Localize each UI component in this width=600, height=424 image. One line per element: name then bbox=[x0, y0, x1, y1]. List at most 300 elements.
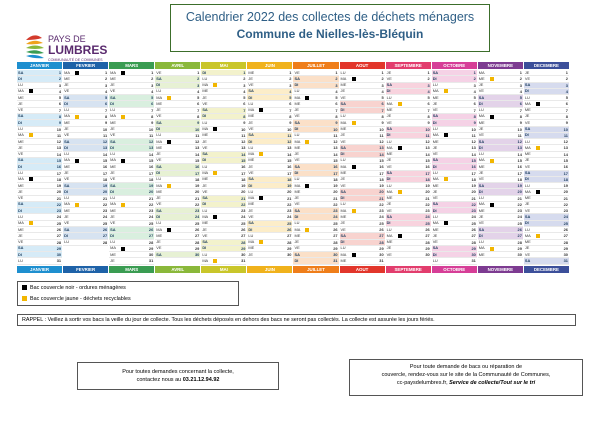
day-number: 2 bbox=[197, 76, 200, 82]
weekday-label: VE bbox=[294, 69, 300, 75]
weekday-label: MA bbox=[432, 132, 439, 138]
weekday-label: LU bbox=[202, 251, 208, 257]
day-number: 16 bbox=[102, 164, 108, 170]
day-number: 25 bbox=[471, 220, 476, 226]
weekday-label: ME bbox=[432, 182, 439, 188]
day-number: 9 bbox=[519, 120, 522, 126]
weekday-label: JE bbox=[110, 213, 115, 219]
day-number: 30 bbox=[287, 252, 292, 258]
day-number: 13 bbox=[471, 145, 476, 151]
day-number: 6 bbox=[565, 101, 568, 107]
day-number: 26 bbox=[471, 227, 476, 233]
weekday-label: LU bbox=[340, 157, 346, 163]
weekday-label: SA bbox=[64, 138, 70, 144]
weekday-label: ME bbox=[432, 226, 439, 232]
month-column-mars bbox=[109, 70, 154, 265]
day-number: 10 bbox=[517, 126, 522, 132]
weekday-label: JE bbox=[340, 220, 346, 226]
weekday-label: VE bbox=[64, 176, 70, 182]
yellow-bin-square-icon bbox=[75, 203, 79, 207]
day-number: 18 bbox=[241, 176, 246, 182]
weekday-label: VE bbox=[340, 182, 346, 188]
empty-day-cell bbox=[63, 258, 108, 264]
weekday-label: DI bbox=[432, 207, 437, 213]
day-number: 15 bbox=[56, 157, 62, 163]
weekday-label: SA bbox=[340, 144, 346, 150]
day-number: 2 bbox=[381, 76, 384, 82]
month-column-juin bbox=[247, 70, 292, 265]
day-number: 1 bbox=[381, 70, 384, 75]
title-box bbox=[170, 4, 490, 52]
weekday-label: MA bbox=[294, 182, 301, 188]
weekday-label: JE bbox=[432, 232, 438, 238]
day-number: 1 bbox=[289, 70, 292, 75]
day-number: 14 bbox=[194, 151, 200, 157]
weekday-label: VE bbox=[432, 195, 438, 201]
weekday-label: VE bbox=[64, 220, 70, 226]
weekday-label: LU bbox=[386, 226, 392, 232]
day-number: 15 bbox=[102, 157, 108, 163]
day-number: 6 bbox=[519, 101, 522, 107]
weekday-label: VE bbox=[524, 251, 531, 257]
day-number: 15 bbox=[287, 157, 292, 163]
day-number: 27 bbox=[102, 233, 108, 239]
day-number: 23 bbox=[425, 208, 430, 214]
weekday-label: JE bbox=[202, 226, 207, 232]
day-number: 23 bbox=[333, 208, 338, 214]
weekday-label: MA bbox=[524, 144, 531, 150]
day-number: 11 bbox=[287, 132, 292, 138]
day-number: 3 bbox=[243, 82, 246, 88]
day-number: 15 bbox=[425, 157, 430, 163]
day-number: 18 bbox=[194, 176, 200, 182]
day-number: 12 bbox=[194, 139, 200, 145]
day-number: 12 bbox=[148, 139, 154, 145]
weekday-label: MA bbox=[386, 144, 393, 150]
black-bin-square-icon bbox=[352, 77, 356, 81]
weekday-label: SA bbox=[156, 163, 162, 169]
day-number: 14 bbox=[563, 151, 568, 157]
day-number: 5 bbox=[151, 95, 154, 101]
day-number: 11 bbox=[517, 132, 522, 138]
day-number: 26 bbox=[333, 227, 338, 233]
day-number: 2 bbox=[427, 76, 430, 82]
day-number: 12 bbox=[563, 139, 568, 145]
day-number: 23 bbox=[563, 208, 568, 214]
day-number: 9 bbox=[565, 120, 568, 126]
weekday-label: DI bbox=[386, 88, 391, 94]
weekday-label: LU bbox=[18, 257, 23, 263]
day-number: 20 bbox=[102, 189, 108, 195]
day-number: 3 bbox=[473, 82, 476, 88]
day-number: 30 bbox=[194, 252, 200, 258]
weekday-label: MA bbox=[340, 251, 347, 257]
weekday-label: SA bbox=[202, 195, 208, 201]
day-number: 4 bbox=[151, 88, 154, 94]
day-number: 21 bbox=[102, 195, 108, 201]
day-number: 22 bbox=[333, 201, 338, 207]
black-bin-square-icon bbox=[398, 234, 402, 238]
empty-day-cell bbox=[155, 258, 200, 264]
month-column-fevrier bbox=[63, 70, 108, 265]
day-number: 30 bbox=[379, 252, 384, 258]
weekday-label: VE bbox=[386, 75, 392, 81]
black-bin-square-icon bbox=[305, 96, 309, 100]
weekday-label: VE bbox=[478, 88, 484, 94]
weekday-label: ME bbox=[156, 232, 163, 238]
day-number: 28 bbox=[471, 239, 476, 245]
weekday-label: SA bbox=[340, 188, 346, 194]
weekday-label: ME bbox=[386, 239, 393, 245]
month-footer-mars: MARS bbox=[109, 266, 154, 273]
day-number: 21 bbox=[425, 195, 430, 201]
day-number: 22 bbox=[379, 201, 384, 207]
black-bin-square-icon bbox=[259, 196, 263, 200]
day-number: 24 bbox=[333, 214, 338, 220]
yellow-bin-square-icon bbox=[536, 146, 540, 150]
weekday-label: VE bbox=[202, 232, 208, 238]
weekday-label: DI bbox=[202, 113, 207, 119]
weekday-label: MA bbox=[202, 82, 209, 88]
weekday-label: LU bbox=[202, 75, 208, 81]
website-section-link[interactable]: Service de collecte/Tout sur le tri bbox=[449, 380, 536, 386]
weekday-label: DI bbox=[202, 69, 207, 75]
day-number: 2 bbox=[58, 76, 62, 82]
day-number: 26 bbox=[102, 227, 108, 233]
day-number: 21 bbox=[56, 195, 62, 201]
weekday-label: DI bbox=[340, 195, 345, 201]
weekday-label: MA bbox=[110, 157, 116, 163]
weekday-label: JE bbox=[110, 257, 115, 263]
weekday-label: ME bbox=[64, 207, 70, 213]
day-number: 13 bbox=[56, 145, 62, 151]
weekday-label: DI bbox=[110, 232, 115, 238]
day-number: 10 bbox=[425, 126, 430, 132]
yellow-bin-square-icon bbox=[121, 115, 125, 119]
month-column-mai bbox=[201, 70, 246, 265]
weekday-label: ME bbox=[340, 213, 347, 219]
weekday-label: SA bbox=[110, 226, 116, 232]
day-cell bbox=[293, 258, 338, 264]
weekday-label: JE bbox=[248, 251, 253, 257]
weekday-label: SA bbox=[478, 226, 485, 232]
weekday-label: JE bbox=[248, 163, 253, 169]
weekday-label: VE bbox=[156, 69, 162, 75]
weekday-label: VE bbox=[110, 132, 116, 138]
weekday-label: LU bbox=[18, 82, 23, 88]
weekday-label: DI bbox=[110, 188, 115, 194]
weekday-label: MA bbox=[524, 100, 531, 106]
day-number: 12 bbox=[471, 139, 476, 145]
weekday-label: LU bbox=[386, 182, 392, 188]
weekday-label: MA bbox=[432, 220, 439, 226]
day-number: 25 bbox=[56, 220, 62, 226]
day-number: 12 bbox=[241, 139, 246, 145]
day-number: 21 bbox=[287, 195, 292, 201]
day-number: 18 bbox=[56, 176, 62, 182]
day-number: 24 bbox=[102, 214, 108, 220]
day-number: 31 bbox=[471, 258, 476, 264]
day-number: 5 bbox=[197, 95, 200, 101]
day-number: 7 bbox=[565, 107, 568, 113]
day-number: 8 bbox=[565, 113, 568, 119]
day-number: 29 bbox=[333, 245, 338, 251]
day-number: 17 bbox=[333, 170, 338, 176]
weekday-label: VE bbox=[64, 88, 70, 94]
month-column-juillet bbox=[293, 70, 338, 265]
logo-text-line2: LUMBRES bbox=[48, 43, 108, 57]
day-number: 1 bbox=[427, 70, 430, 75]
day-number: 3 bbox=[565, 82, 568, 88]
weekday-label: MA bbox=[524, 188, 531, 194]
weekday-label: SA bbox=[294, 163, 300, 169]
reminder-note: RAPPEL : Veillez à sortir vos bacs la veille du jour de collecte. Tous les déchets déposés en dehors des bacs ne seront pas collectés. La collecte est assurée les jours fériés. bbox=[17, 314, 576, 326]
day-number: 5 bbox=[104, 95, 108, 101]
yellow-bin-square-icon bbox=[213, 259, 217, 263]
day-number: 4 bbox=[289, 88, 292, 94]
weekday-label: JE bbox=[386, 69, 392, 75]
day-number: 14 bbox=[102, 151, 108, 157]
weekday-label: MA bbox=[248, 195, 255, 201]
day-number: 12 bbox=[287, 139, 292, 145]
weekday-label: VE bbox=[248, 170, 254, 175]
weekday-label: MA bbox=[156, 138, 163, 144]
day-number: 24 bbox=[194, 214, 200, 220]
weekday-label: MA bbox=[248, 107, 255, 113]
weekday-label: LU bbox=[386, 138, 392, 144]
day-number: 9 bbox=[289, 120, 292, 126]
month-footer-novembre: NOVEMBRE bbox=[478, 266, 523, 273]
weekday-label: DI bbox=[340, 107, 345, 113]
day-number: 21 bbox=[471, 195, 476, 201]
weekday-label: MA bbox=[478, 201, 485, 207]
day-number: 16 bbox=[333, 164, 338, 170]
weekday-label: JE bbox=[156, 151, 161, 157]
day-cell bbox=[201, 258, 246, 264]
day-number: 19 bbox=[563, 183, 568, 189]
weekday-label: VE bbox=[18, 239, 24, 245]
weekday-label: SA bbox=[110, 94, 116, 100]
day-number: 26 bbox=[148, 227, 154, 233]
weekday-label: DI bbox=[386, 132, 391, 138]
yellow-bin-square-icon bbox=[259, 152, 263, 156]
weekday-label: LU bbox=[248, 144, 254, 150]
day-number: 19 bbox=[471, 183, 476, 189]
day-number: 30 bbox=[471, 252, 476, 258]
day-number: 6 bbox=[381, 101, 384, 107]
day-number: 17 bbox=[287, 170, 292, 176]
day-number: 30 bbox=[56, 252, 62, 258]
yellow-bin-square-icon bbox=[305, 228, 309, 232]
weekday-label: DI bbox=[156, 126, 161, 132]
empty-day-cell bbox=[386, 258, 431, 264]
black-bin-square-icon bbox=[536, 190, 540, 194]
month-footer-decembre: DECEMBRE bbox=[524, 266, 569, 273]
weekday-label: ME bbox=[248, 201, 255, 207]
day-number: 3 bbox=[427, 82, 430, 88]
day-number: 31 bbox=[563, 258, 568, 264]
day-number: 18 bbox=[471, 176, 476, 182]
day-number: 10 bbox=[102, 126, 108, 132]
day-number: 28 bbox=[241, 239, 246, 245]
weekday-label: ME bbox=[294, 144, 301, 150]
weekday-label: MA bbox=[478, 69, 485, 75]
yellow-bin-square-icon bbox=[22, 296, 27, 301]
day-number: 8 bbox=[427, 113, 430, 119]
weekday-label: ME bbox=[478, 119, 485, 125]
day-number: 9 bbox=[381, 120, 384, 126]
day-number: 31 bbox=[333, 258, 338, 264]
pays-de-lumbres-logo bbox=[24, 30, 124, 66]
black-bin-square-icon bbox=[444, 221, 448, 225]
weekday-label: LU bbox=[340, 69, 346, 75]
weekday-label: MA bbox=[202, 170, 209, 175]
weekday-label: LU bbox=[432, 126, 438, 132]
weekday-label: DI bbox=[524, 88, 529, 94]
weekday-label: DI bbox=[110, 100, 115, 106]
day-number: 16 bbox=[148, 164, 154, 170]
day-cell bbox=[432, 258, 477, 264]
weekday-label: MA bbox=[110, 245, 116, 251]
day-number: 14 bbox=[379, 151, 384, 157]
day-number: 3 bbox=[58, 82, 62, 88]
weekday-label: VE bbox=[524, 75, 531, 81]
day-number: 24 bbox=[425, 214, 430, 220]
weekday-label: VE bbox=[294, 113, 300, 119]
legend-black-label: Bac couvercle noir - ordures ménagères bbox=[30, 284, 126, 291]
weekday-label: MA bbox=[18, 88, 24, 94]
weekday-label: MA bbox=[432, 88, 439, 94]
weekday-label: SA bbox=[432, 69, 439, 75]
weekday-label: JE bbox=[478, 82, 484, 88]
day-number: 25 bbox=[333, 220, 338, 226]
weekday-label: MA bbox=[478, 245, 485, 251]
day-number: 23 bbox=[194, 208, 200, 214]
weekday-label: SA bbox=[156, 207, 162, 213]
weekday-label: LU bbox=[294, 132, 300, 138]
weekday-label: JE bbox=[18, 232, 23, 238]
weekday-label: VE bbox=[340, 138, 346, 144]
weekday-label: ME bbox=[340, 82, 347, 88]
day-number: 16 bbox=[563, 164, 568, 170]
yellow-bin-square-icon bbox=[536, 234, 540, 238]
day-number: 29 bbox=[287, 245, 292, 251]
day-number: 23 bbox=[471, 208, 476, 214]
weekday-label: LU bbox=[340, 201, 346, 207]
weekday-label: VE bbox=[110, 88, 116, 94]
day-number: 3 bbox=[335, 82, 338, 88]
weekday-label: JE bbox=[156, 107, 161, 113]
weekday-label: JE bbox=[18, 188, 23, 194]
day-number: 27 bbox=[148, 233, 154, 239]
day-number: 19 bbox=[287, 183, 292, 189]
month-header-aout: AOUT bbox=[340, 62, 385, 69]
day-number: 10 bbox=[287, 126, 292, 132]
day-number: 17 bbox=[425, 170, 430, 176]
day-number: 11 bbox=[379, 132, 384, 138]
day-number: 3 bbox=[519, 82, 522, 88]
day-number: 17 bbox=[56, 170, 62, 176]
day-number: 17 bbox=[102, 170, 108, 176]
day-number: 6 bbox=[151, 101, 154, 107]
day-number: 13 bbox=[287, 145, 292, 151]
weekday-label: DI bbox=[18, 207, 22, 213]
day-number: 20 bbox=[333, 189, 338, 195]
weekday-label: ME bbox=[64, 119, 70, 125]
month-column-avril bbox=[155, 70, 200, 265]
weekday-label: ME bbox=[248, 69, 255, 75]
day-number: 17 bbox=[194, 170, 200, 176]
day-number: 29 bbox=[563, 245, 568, 251]
empty-day-cell bbox=[247, 258, 292, 264]
weekday-label: VE bbox=[524, 119, 531, 125]
weekday-label: VE bbox=[156, 113, 162, 119]
day-number: 4 bbox=[381, 88, 384, 94]
weekday-label: MA bbox=[110, 201, 116, 207]
weekday-label: MA bbox=[64, 113, 70, 119]
weekday-label: ME bbox=[478, 251, 485, 257]
weekday-label: VE bbox=[386, 251, 392, 257]
contact-left-line2 bbox=[78, 376, 278, 384]
day-number: 20 bbox=[563, 189, 568, 195]
day-number: 23 bbox=[56, 208, 62, 214]
black-bin-square-icon bbox=[121, 247, 125, 251]
day-number: 18 bbox=[563, 176, 568, 182]
weekday-label: ME bbox=[202, 88, 209, 94]
weekday-label: JE bbox=[64, 126, 69, 132]
weekday-label: MA bbox=[248, 151, 255, 157]
weekday-label: ME bbox=[18, 226, 24, 232]
day-number: 24 bbox=[241, 214, 246, 220]
yellow-bin-square-icon bbox=[490, 247, 494, 251]
yellow-bin-square-icon bbox=[352, 121, 356, 125]
weekday-label: JE bbox=[524, 113, 530, 119]
weekday-label: VE bbox=[18, 151, 24, 157]
day-number: 21 bbox=[379, 195, 384, 201]
day-number: 4 bbox=[243, 88, 246, 94]
day-number: 10 bbox=[333, 126, 338, 132]
weekday-label: ME bbox=[202, 220, 209, 226]
day-cell bbox=[340, 258, 385, 264]
day-number: 28 bbox=[102, 239, 108, 245]
day-number: 9 bbox=[197, 120, 200, 126]
day-number: 25 bbox=[194, 220, 200, 226]
day-number: 22 bbox=[425, 201, 430, 207]
day-number: 5 bbox=[519, 95, 522, 101]
day-number: 12 bbox=[102, 139, 108, 145]
day-number: 11 bbox=[333, 132, 338, 138]
day-number: 8 bbox=[335, 113, 338, 119]
weekday-label: JE bbox=[432, 144, 438, 150]
weekday-label: JE bbox=[294, 151, 300, 157]
day-number: 15 bbox=[563, 157, 568, 163]
month-column-aout bbox=[340, 70, 385, 265]
day-number: 12 bbox=[333, 139, 338, 145]
contact-right-line3 bbox=[350, 379, 582, 387]
day-number: 31 bbox=[241, 258, 246, 264]
day-number: 6 bbox=[104, 101, 108, 107]
weekday-label: SA bbox=[156, 119, 162, 125]
weekday-label: JE bbox=[386, 113, 392, 119]
weekday-label: LU bbox=[294, 88, 300, 94]
weekday-label: JE bbox=[524, 201, 530, 207]
day-number: 25 bbox=[287, 220, 292, 226]
black-bin-square-icon bbox=[121, 71, 125, 75]
day-number: 15 bbox=[241, 157, 246, 163]
day-number: 7 bbox=[427, 107, 430, 113]
weekday-label: LU bbox=[202, 119, 208, 125]
day-number: 20 bbox=[517, 189, 522, 195]
